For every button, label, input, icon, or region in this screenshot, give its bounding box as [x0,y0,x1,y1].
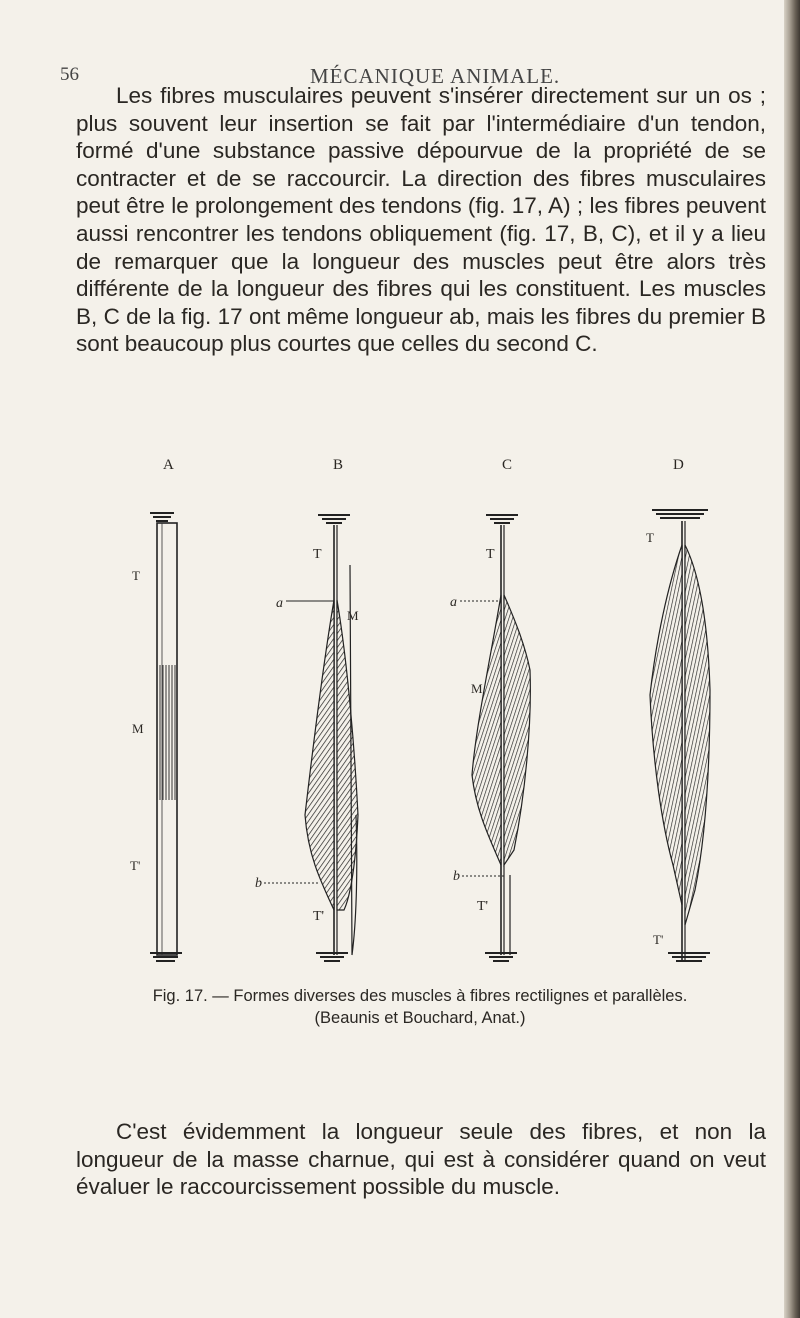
muscle-diagram-c [450,515,530,961]
muscle-diagram-b [255,515,359,961]
label-a-tendon-bottom: T' [130,858,141,873]
label-d-tendon-bottom: T' [653,932,664,947]
page-number: 56 [60,64,79,85]
paragraph-1 [76,82,766,358]
running-title: MÉCANIQUE ANIMALE. [310,64,561,88]
label-b-point-b: b [255,876,262,891]
muscle-diagram-a [130,513,182,961]
label-a-tendon-top: T [132,568,140,583]
caption-text: Fig. 17. — Formes diverses des muscles à fibres rectilignes et parallèles. [152,987,688,1005]
page-edge-shadow [784,0,800,1318]
panel-label-a: A [163,457,174,473]
label-b-muscle: M [347,608,359,623]
panel-label-c: C [502,457,513,473]
figure-17 [120,455,730,970]
caption-source: (Beaunis et Bouchard, Anat.) [314,1009,526,1027]
paragraph-1-text: Les fibres musculaires peuvent s'insérer directement sur un os ; plus souvent leur insertion se fait par l'intermédiaire d'un tendon, formé d'une substance passive dépourvue de la propriété de se contracter et de se raccourcir. La direction des fibres musculaires peut être le prolongement des tendons (fig. 17, A) ; les fibres peuvent aussi rencontrer les tendons obliquement (fig. 17, B, C), et il y a lieu de remarquer que la longueur des muscles peut être alors très différente de la longueur des fibres qui les constituent. Les muscles B, C de la fig. 17 ont même longueur ab, mais les fibres du premier B sont beaucoup plus courtes que celles du second C. [76,83,766,357]
label-c-tendon-bottom: T' [477,899,489,914]
label-b-tendon-top: T [313,547,322,562]
figure-caption [75,985,765,1029]
figure-17-illustration [120,455,730,970]
label-c-tendon-top: T [486,547,495,562]
label-d-tendon-top: T [646,530,654,545]
label-c-muscle: M [471,681,483,696]
panel-label-d: D [673,457,684,473]
muscle-diagram-d [646,510,710,961]
label-b-point-a: a [276,596,283,611]
panel-label-b: B [333,457,344,473]
label-c-point-a: a [450,595,457,610]
label-a-muscle: M [132,721,144,736]
paragraph-2-text: C'est évidemment la longueur seule des fibres, et non la longueur de la masse charnue, qui est à considérer quand on veut évaluer le raccourcissement possible du muscle. [76,1119,766,1200]
label-b-tendon-bottom: T' [313,909,325,924]
paragraph-2 [76,1118,766,1201]
label-c-point-b: b [453,869,460,884]
